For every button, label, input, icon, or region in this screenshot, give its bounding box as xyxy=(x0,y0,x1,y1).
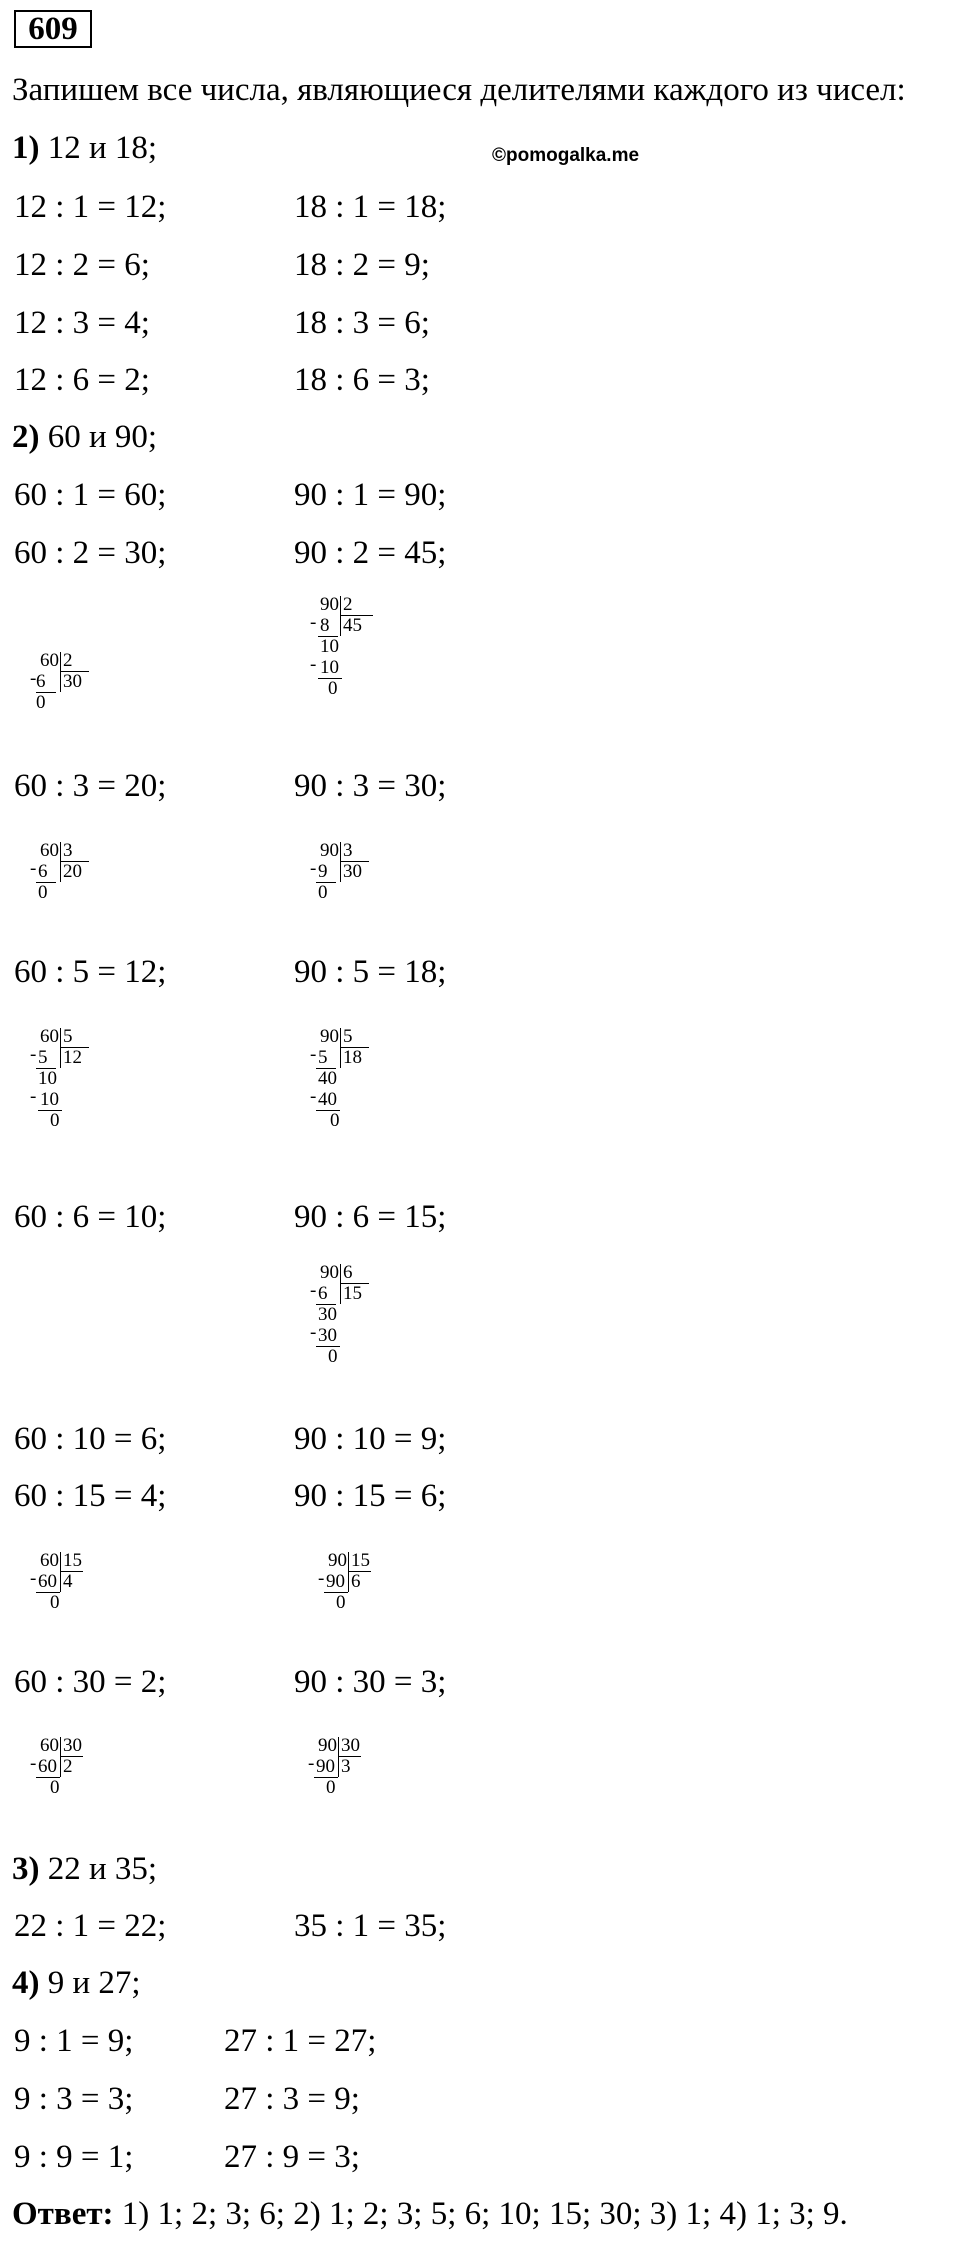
answer-line xyxy=(12,2194,848,2234)
step-value: 10 xyxy=(320,636,339,657)
division-bar xyxy=(60,652,61,692)
minus-sign: - xyxy=(308,1753,315,1774)
equation: 90 : 1 = 90; xyxy=(294,477,447,513)
equation: 12 : 2 = 6; xyxy=(14,247,150,283)
equation: 9 : 1 = 9; xyxy=(14,2023,134,2059)
minus-sign: - xyxy=(30,1086,37,1107)
quotient: 45 xyxy=(343,615,362,636)
division-bar xyxy=(61,861,89,862)
dividend: 90 xyxy=(320,1026,339,1047)
minus-sign: - xyxy=(30,858,37,879)
equation: 12 : 3 = 4; xyxy=(14,305,150,341)
step-value: 6 xyxy=(36,671,46,692)
division-bar xyxy=(61,1047,89,1048)
quotient: 12 xyxy=(63,1047,82,1068)
minus-sign: - xyxy=(310,858,317,879)
part-2-heading xyxy=(12,417,157,457)
division-bar xyxy=(348,1552,349,1592)
step-value: 0 xyxy=(328,678,338,699)
equation: 90 : 6 = 15; xyxy=(294,1199,447,1235)
equation: 18 : 3 = 6; xyxy=(294,305,430,341)
equation: 27 : 3 = 9; xyxy=(224,2081,360,2117)
division-bar xyxy=(340,596,341,636)
step-value: 30 xyxy=(318,1325,337,1346)
quotient: 3 xyxy=(341,1756,351,1777)
step-value: 6 xyxy=(38,861,48,882)
divisor: 3 xyxy=(63,840,73,861)
equation: 60 : 5 = 12; xyxy=(14,954,167,990)
minus-sign: - xyxy=(318,1568,325,1589)
quotient: 30 xyxy=(343,861,362,882)
divisor: 5 xyxy=(343,1026,353,1047)
part-1-heading xyxy=(12,128,157,168)
division-bar xyxy=(338,1737,339,1777)
equation: 18 : 1 = 18; xyxy=(294,189,447,225)
division-bar xyxy=(61,1756,83,1757)
part-label: 1) xyxy=(12,130,40,166)
dividend: 90 xyxy=(320,840,339,861)
step-value: 10 xyxy=(38,1068,57,1089)
division-bar xyxy=(341,1283,369,1284)
part-4-heading xyxy=(12,1963,141,2003)
step-value: 0 xyxy=(336,1592,346,1613)
quotient: 4 xyxy=(63,1571,73,1592)
equation: 90 : 3 = 30; xyxy=(294,768,447,804)
quotient: 20 xyxy=(63,861,82,882)
equation: 18 : 6 = 3; xyxy=(294,362,430,398)
division-bar xyxy=(341,861,369,862)
division-bar xyxy=(60,1737,61,1777)
divisor: 2 xyxy=(63,650,73,671)
part-label: 4) xyxy=(12,1965,40,2001)
intro-text: Запишем все числа, являющиеся делителями каждого из чисел: xyxy=(12,72,906,108)
part-title: 22 и 35; xyxy=(47,1851,158,1887)
division-bar xyxy=(60,1552,61,1592)
divisor: 5 xyxy=(63,1026,73,1047)
dividend: 90 xyxy=(320,594,339,615)
minus-sign: - xyxy=(30,1044,37,1065)
equation: 12 : 6 = 2; xyxy=(14,362,150,398)
division-bar xyxy=(340,1028,341,1068)
equation: 9 : 9 = 1; xyxy=(14,2139,134,2175)
equation: 90 : 15 = 6; xyxy=(294,1478,447,1514)
division-bar xyxy=(61,671,89,672)
part-title: 12 и 18; xyxy=(47,130,158,166)
equation: 27 : 9 = 3; xyxy=(224,2139,360,2175)
divisor: 15 xyxy=(351,1550,370,1571)
step-value: 10 xyxy=(40,1089,59,1110)
dividend: 60 xyxy=(40,650,59,671)
minus-sign: - xyxy=(310,654,317,675)
quotient: 15 xyxy=(343,1283,362,1304)
minus-sign: - xyxy=(310,612,317,633)
step-value: 60 xyxy=(38,1571,57,1592)
part-title: 9 и 27; xyxy=(47,1965,141,2001)
division-bar xyxy=(60,842,61,882)
minus-sign: - xyxy=(30,1568,37,1589)
dividend: 60 xyxy=(40,840,59,861)
division-bar xyxy=(349,1571,371,1572)
part-title: 60 и 90; xyxy=(47,419,158,455)
dividend: 90 xyxy=(318,1735,337,1756)
answer-text: 1) 1; 2; 3; 6; 2) 1; 2; 3; 5; 6; 10; 15; 30; 3) 1; 4) 1; 3; 9. xyxy=(121,2196,848,2232)
part-label: 3) xyxy=(12,1851,40,1887)
equation: 9 : 3 = 3; xyxy=(14,2081,134,2117)
equation: 60 : 3 = 20; xyxy=(14,768,167,804)
equation: 60 : 10 = 6; xyxy=(14,1421,167,1457)
divisor: 3 xyxy=(343,840,353,861)
problem-number: 609 xyxy=(14,10,92,48)
dividend: 60 xyxy=(40,1550,59,1571)
step-value: 0 xyxy=(50,1592,60,1613)
step-value: 10 xyxy=(320,657,339,678)
division-bar xyxy=(61,1571,83,1572)
minus-sign: - xyxy=(310,1086,317,1107)
equation: 60 : 6 = 10; xyxy=(14,1199,167,1235)
divisor: 2 xyxy=(343,594,353,615)
step-value: 0 xyxy=(36,692,46,713)
equation: 90 : 2 = 45; xyxy=(294,535,447,571)
watermark: ©pomogalka.me xyxy=(492,145,640,166)
minus-sign: - xyxy=(310,1280,317,1301)
minus-sign: - xyxy=(30,1753,37,1774)
equation: 35 : 1 = 35; xyxy=(294,1908,447,1944)
step-value: 30 xyxy=(318,1304,337,1325)
equation: 60 : 15 = 4; xyxy=(14,1478,167,1514)
step-value: 40 xyxy=(318,1089,337,1110)
division-bar xyxy=(60,1028,61,1068)
step-value: 0 xyxy=(326,1777,336,1798)
step-value: 90 xyxy=(316,1756,335,1777)
equation: 60 : 1 = 60; xyxy=(14,477,167,513)
step-value: 40 xyxy=(318,1068,337,1089)
divisor: 30 xyxy=(341,1735,360,1756)
dividend: 60 xyxy=(40,1026,59,1047)
quotient: 30 xyxy=(63,671,82,692)
step-value: 8 xyxy=(320,615,330,636)
divisor: 15 xyxy=(63,1550,82,1571)
divisor: 6 xyxy=(343,1262,353,1283)
step-value: 0 xyxy=(50,1777,60,1798)
step-value: 90 xyxy=(326,1571,345,1592)
minus-sign: - xyxy=(30,668,37,689)
equation: 27 : 1 = 27; xyxy=(224,2023,377,2059)
division-bar xyxy=(341,615,373,616)
part-3-heading xyxy=(12,1849,157,1889)
dividend: 90 xyxy=(320,1262,339,1283)
step-value: 5 xyxy=(318,1047,328,1068)
part-label: 2) xyxy=(12,419,40,455)
step-value: 9 xyxy=(318,861,328,882)
dividend: 90 xyxy=(328,1550,347,1571)
dividend: 60 xyxy=(40,1735,59,1756)
answer-label: Ответ: xyxy=(12,2196,114,2232)
quotient: 6 xyxy=(351,1571,361,1592)
step-value: 0 xyxy=(38,882,48,903)
division-bar xyxy=(340,842,341,882)
minus-sign: - xyxy=(310,1044,317,1065)
equation: 60 : 2 = 30; xyxy=(14,535,167,571)
division-bar xyxy=(341,1047,369,1048)
step-value: 5 xyxy=(38,1047,48,1068)
step-value: 60 xyxy=(38,1756,57,1777)
divisor: 30 xyxy=(63,1735,82,1756)
quotient: 2 xyxy=(63,1756,73,1777)
step-value: 0 xyxy=(50,1110,60,1131)
equation: 18 : 2 = 9; xyxy=(294,247,430,283)
equation: 60 : 30 = 2; xyxy=(14,1664,167,1700)
equation: 90 : 5 = 18; xyxy=(294,954,447,990)
step-value: 0 xyxy=(328,1346,338,1367)
minus-sign: - xyxy=(310,1322,317,1343)
step-value: 0 xyxy=(318,882,328,903)
division-bar xyxy=(339,1756,361,1757)
equation: 12 : 1 = 12; xyxy=(14,189,167,225)
equation: 90 : 10 = 9; xyxy=(294,1421,447,1457)
division-bar xyxy=(340,1264,341,1304)
equation: 90 : 30 = 3; xyxy=(294,1664,447,1700)
quotient: 18 xyxy=(343,1047,362,1068)
step-value: 0 xyxy=(330,1110,340,1131)
step-value: 6 xyxy=(318,1283,328,1304)
equation: 22 : 1 = 22; xyxy=(14,1908,167,1944)
